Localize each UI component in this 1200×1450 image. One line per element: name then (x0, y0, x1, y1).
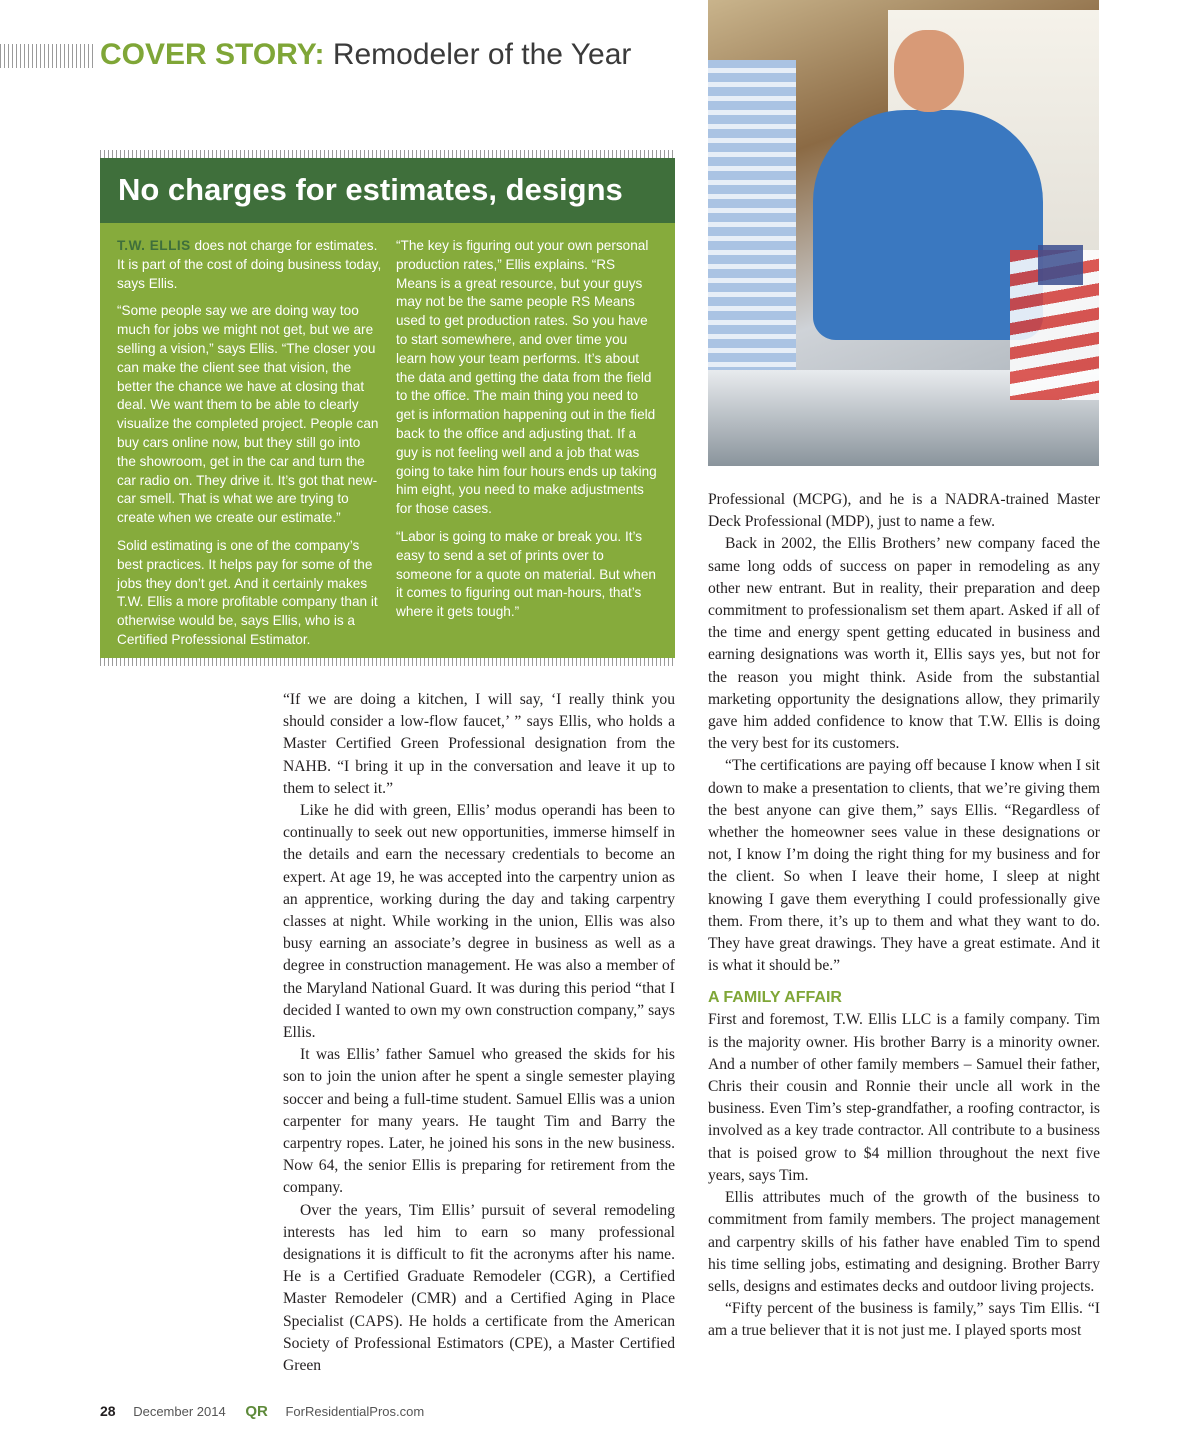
photo-flag-canton (1038, 245, 1083, 285)
article-paragraph: Ellis attributes much of the growth of the business to commitment from family members. The project management and carpentry skills of his father have enabled Tim to spend his time selling jobs, estimating and designing. Brother Barry sells, designs and estimates decks and outdoor living projects. (708, 1189, 1100, 1295)
sidebar-heading: No charges for estimates, designs (100, 158, 675, 223)
article-paragraph: “If we are doing a kitchen, I will say, ‘I really think you should consider a low-flow faucet,’ ” says Ellis, who holds a Master Certified Green Professional designation from the NAHB. “I bring it up in the conversation and leave it up to them to select it.” (283, 691, 675, 797)
article-paragraph: First and foremost, T.W. Ellis LLC is a family company. Tim is the majority owner. His brother Barry is a minority owner. And a number of other family members – Samuel their father, Chris their cousin and Ronnie their uncle all work in the business. Even Tim’s step-grandfather, a roofing contractor, is involved as a key trade contractor. All contribute to a business that is poised grow to $4 million throughout the next five years, says Tim. (708, 1011, 1100, 1184)
magazine-logo: QR (245, 1403, 268, 1420)
photo-remodeler-at-desk (708, 0, 1099, 466)
article-column-right (708, 489, 1100, 1343)
sidebar-box (100, 223, 675, 658)
section-title: Remodeler of the Year (332, 38, 632, 71)
header-hatch-decoration (0, 44, 96, 68)
section-header (100, 38, 631, 72)
sidebar-paragraph: “Labor is going to make or break you. It’s easy to send a set of prints over to someone for a quote on material. But when it comes to figuring out man-hours, that’s where it gets tough.” (396, 528, 656, 620)
article-subhead: A FAMILY AFFAIR (708, 989, 842, 1007)
article-paragraph: “The certifications are paying off because I know when I sit down to make a presentation to clients, that we’re giving them the best anyone can give them,” says Ellis. “Regardless of whether the homeowner sees value in these designations or not, I know I’m doing the right thing for my business and for the client. So when I leave their home, I sleep at night knowing I gave them everything I could professionally give them. From there, it’s up to them and what they want to do. They have great drawings. They have a great estimate. And it is what it should be.” (708, 757, 1100, 975)
website-url: ForResidentialPros.com (285, 1404, 425, 1419)
sidebar-paragraph: “The key is figuring out your own personal production rates,” Ellis explains. “RS Means is a great resource, but your guys may not be the same people RS Means used to get production rates. So you have to start somewhere, and over time you learn how your team performs. It’s about the data and getting the data from the field to the office. The main thing you need to get is information happening out in the field back to the office and adjusting that. If a guy is not feeling well and a job that was going to take him four hours ends up taking him eight, you need to make adjustments for those cases. (396, 238, 657, 517)
article-paragraph: Over the years, Tim Ellis’ pursuit of several remodeling interests has led him to earn so many professional designations it is difficult to fit the acronyms after his name. He is a Certified Graduate Remodeler (CGR), a Certified Master Remodeler (CMR) and a Certified Aging in Place Specialist (CAPS). He holds a certificate from the American Society of Professional Estimators (CPE), a Master Certified Green (283, 1201, 675, 1375)
sidebar-top-hatch (100, 150, 675, 158)
section-label: COVER STORY: (100, 38, 325, 71)
photo-man-head (894, 30, 964, 112)
article-paragraph: It was Ellis’ father Samuel who greased the skids for his son to join the union after he spent a single semester playing soccer and being a full-time student. Samuel Ellis was a union carpenter for many years. He taught Tim and Barry the carpentry ropes. Later, he joined his sons in the new business. Now 64, the senior Ellis is preparing for retirement from the company. (283, 1046, 675, 1197)
sidebar-paragraph: T.W. ELLIS does not charge for estimates. It is part of the cost of doing business today, says Ellis. (117, 238, 382, 291)
sidebar-bottom-hatch (100, 658, 675, 666)
sidebar-paragraph: Solid estimating is one of the company’s best practices. It helps pay for some of the jobs they don’t get. And it certainly makes T.W. Ellis a more profitable company than it otherwise would be, says Ellis, who is a Certified Professional Estimator. (117, 537, 378, 647)
sidebar-column-right (396, 237, 658, 631)
sidebar-paragraph: “Some people say we are doing way too much for jobs we might not get, but we are selling a vision,” says Ellis. “The closer you can make the client see that vision, the better the chance we have at closing that deal. We want them to be able to clearly visualize the completed project. People can buy cars online now, but they still go into the showroom, get in the car and turn the car radio on. They drive it. It’s got that new-car smell. That is what we are trying to create when we create our estimate.” (117, 303, 379, 526)
article-paragraph: Back in 2002, the Ellis Brothers’ new company faced the same long odds of success on paper in remodeling as any other new entrant. But in reality, their preparation and deep commitment to professionalism set them apart. Asked if all of the time and energy spent getting educated in business and earning designations was worth it, Ellis says yes, but not for the reason you might think. Aside from the substantial marketing opportunity the designations allow, they primarily gave him added confidence to know that T.W. Ellis is doing the very best for its customers. (708, 535, 1100, 753)
page-footer (100, 1403, 424, 1420)
article-column-middle (283, 689, 675, 1377)
article-paragraph: “Fifty percent of the business is family,” says Tim Ellis. “I am a true believer that it is not just me. I played sports most (708, 1300, 1100, 1340)
sidebar-lead-name: T.W. ELLIS (117, 238, 191, 253)
article-paragraph: Like he did with green, Ellis’ modus operandi has been to continually to seek out new opportunities, immerse himself in the details and earn the necessary credentials to become an expert. At age 19, he was accepted into the carpentry union as an apprentice, working during the day and taking carpentry classes at night. While working in the union, Ellis was also busy earning an associate’s degree in business as well as a degree in construction management. He was also a member of the Maryland National Guard. It was during this period “that I decided I wanted to own my own construction company,” says Ellis. (283, 802, 675, 1042)
photo-man-shirt (813, 110, 1043, 340)
page-number: 28 (100, 1403, 116, 1419)
article-paragraph: Professional (MCPG), and he is a NADRA-trained Master Deck Professional (MDP), just to name a few. (708, 491, 1100, 531)
issue-date: December 2014 (133, 1404, 226, 1419)
sidebar-column-left (117, 237, 382, 659)
